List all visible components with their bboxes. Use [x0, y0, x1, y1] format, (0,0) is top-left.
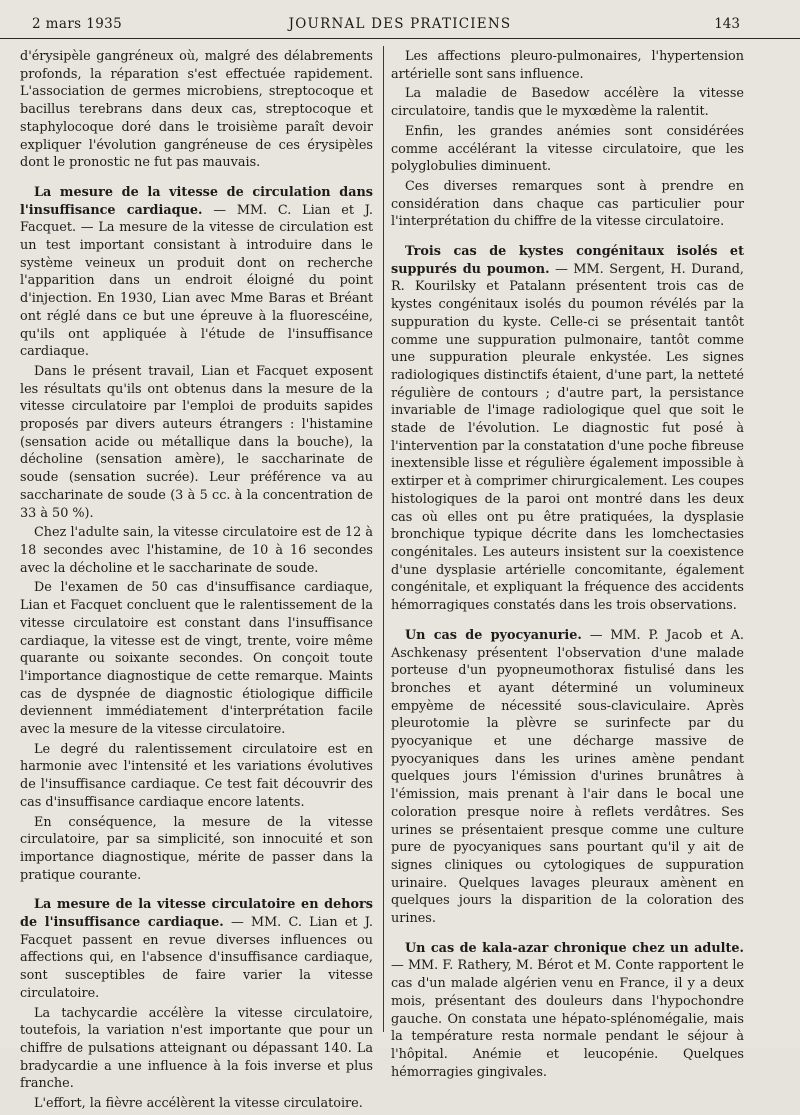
intro-paragraph: d'érysipèle gangréneux où, malgré des délabrements profonds, la réparation s'est effectuée rapidement. L'association de germes microbiens, streptocoque et bacillus terebrans dans deux cas, streptocoque et staphylocoque doré dans le troisième paraît devoir expliquer l'évolution gangréneuse de ces érysipèles dont le pronostic ne fut pas mauvais. [20, 49, 373, 171]
article-pyocyanurie [391, 627, 744, 928]
article-lead: rapportent le cas d'un malade algérien venu en France, il y a deux mois, présentant des douleurs dans l'hypochondre gauche. On constata une hépato-splénomégalie, mais la température resta normale pendant le séjour à l'hôpital. Anémie et leucopénie. Quelques hémorragies gingivales. [391, 958, 744, 1080]
paragraph: Ces diverses remarques sont à prendre en considération dans chaque cas particulier pour l'interprétation du chiffre de la vitesse circulatoire. [391, 178, 744, 230]
article-title: Un cas de pyocyanurie. [405, 627, 582, 643]
paragraph: La tachycardie accélère la vitesse circulatoire, toutefois, la variation n'est importante que pour un chiffre de pulsations atteignant ou dépassant 140. La bradycardie a une influence à la fois inverse et plus franche. [20, 1005, 373, 1092]
article-heading [391, 627, 744, 928]
article-heading [391, 243, 744, 615]
article-authors: — MM. C. Lian et J. Facquet [20, 915, 374, 948]
column-divider [383, 46, 384, 1032]
article-authors: — MM. C. Lian et J. Facquet. [20, 202, 373, 236]
left-column [20, 48, 373, 1115]
header-page-number: 143 [714, 16, 740, 32]
article-kystes-congenitaux [391, 243, 744, 615]
article-vitesse-hors-insuffisance [20, 896, 373, 1112]
article-title: Un cas de kala-azar chronique chez un adulte. [405, 940, 744, 956]
paragraph: Les affections pleuro-pulmonaires, l'hypertension artérielle sont sans influence. [391, 49, 744, 82]
article-lead: présentent l'observation d'une malade porteuse d'un pyopneumothorax fistulisé dans les bronches et ayant déterminé un volumineux empyème de nécessité sous-claviculaire. Après pleurotomie la plèvre se surinfecte par du pyocyanique et une décharge massive de pyocyaniques dans les urines amène pendant quelques jours l'émission d'urines brunâtres à l'émission, mais prenant à l'air dans le bocal une coloration presque noire à reflets verdâtres. Ses urines se présentaient presque comme une culture pure de pyocyaniques sans pourtant qu'il y ait de signes cliniques ou cytologiques de suppuration urinaire. Quelques lavages pleuraux amènent en quelques jours la disparition de la coloration des urines. [391, 645, 744, 927]
header-date: 2 mars 1935 [32, 16, 123, 32]
paragraph: En conséquence, la mesure de la vitesse circulatoire, par sa simplicité, son innocuité et son importance diagnostique, mérite de passer dans la pratique courante. [20, 814, 373, 883]
article-heading [20, 184, 373, 361]
paragraph: L'effort, la fièvre accélèrent la vitesse circulatoire. [34, 1096, 363, 1112]
article-title: La mesure de la vitesse circulatoire en dehors de l'insuffisance cardiaque. [20, 897, 373, 931]
paragraph: Enfin, les grandes anémies sont considérées comme accélérant la vitesse circulatoire, que les polyglobulies diminuent. [391, 123, 744, 175]
article-title: Trois cas de kystes congénitaux isolés et suppurés du poumon. [391, 244, 744, 277]
article-authors: — MM. Sergent, H. Durand, R. Kourilsky et Patalann [391, 261, 744, 295]
paragraph: La maladie de Basedow accélère la vitesse circulatoire, tandis que le myxœdème la ralentit. [391, 86, 744, 120]
paragraph: Le degré du ralentissement circulatoire est en harmonie avec l'intensité et les variations évolutives de l'insuffisance cardiaque. Ce test fait découvrir des cas d'insuffisance cardiaque encore latents. [20, 741, 373, 810]
right-column [391, 48, 744, 1083]
article-vitesse-insuffisance [20, 184, 373, 884]
article-authors: — MM. F. Rathery, M. Bérot et M. Conte [391, 958, 654, 974]
article-lead: — La mesure de la vitesse de circulation est un test important consistant à introduire dans le système veineux un produit dont on recherche l'apparition dans un endroit éloigné du point d'injection. En 1930, Lian avec Mme Baras et Bréant ont réglé dans ce but une épreuve à la fluorescéine, qu'ils ont appliquée à l'étude de l'insuffisance cardiaque. [20, 220, 373, 360]
running-head [0, 16, 800, 39]
article-authors: — MM. P. Jacob et A. Aschkenasy [391, 627, 744, 661]
article-lead: passent en revue diverses influences ou affections qui, en l'absence d'insuffisance cardiaque, sont susceptibles de faire varier la vitesse circulatoire. [20, 932, 373, 1001]
paragraph: Chez l'adulte sain, la vitesse circulatoire est de 12 à 18 secondes avec l'histamine, de 10 à 16 secondes avec la décholine et le saccharinate de soude. [20, 525, 373, 576]
article-lead: présentent trois cas de kystes congénitaux isolés du poumon révélés par la suppuration du kyste. Celle-ci se présentait tantôt comme une suppuration pulmonaire, tantôt comme une suppuration pleurale enkystée. Les signes radiologiques distinctifs étaient, d'une part, la netteté régulière de contours ; d'autre part, la persistance invariable de l'image radiologique quel que soit le stade de l'évolution. Le diagnostic fut posé à l'intervention par la constatation d'une poche fibreuse inextensible lisse et régulière également impossible à extirper et à comprimer chirurgicalement. Les coupes histologiques de la paroi ont montré dans les deux cas où elles ont pu être pratiquées, la dysplasie bronchique typique décrite dans les lomchectasies congénitales. Les auteurs insistent sur la coexistence d'une dysplasie artérielle concomitante, également congénitale, et expliquant la fréquence des accidents hémorragiques constatés dans les trois observations. [391, 279, 744, 614]
article-title: La mesure de la vitesse de circulation dans l'insuffisance cardiaque. [20, 184, 373, 218]
header-journal-title: JOURNAL DES PRATICIENS [288, 16, 512, 32]
article-kala-azar [391, 940, 744, 1082]
paragraph: De l'examen de 50 cas d'insuffisance cardiaque, Lian et Facquet concluent que le ralentissement de la vitesse circulatoire est constant dans l'insuffisance cardiaque, la vitesse est de vingt, trente, voire même quarante ou soixante secondes. On conçoit toute l'importance diagnostique de cette remarque. Maints cas de dyspnée de diagnostic étiologique difficile deviennent immédiatement d'interprétation facile avec la mesure de la vitesse circulatoire. [20, 580, 373, 738]
article-heading [20, 896, 373, 1002]
paragraph: Dans le présent travail, Lian et Facquet exposent les résultats qu'ils ont obtenus dans la mesure de la vitesse circulatoire par l'emploi de produits sapides proposés par divers auteurs étrangers : l'histamine (sensation acide ou métallique dans la bouche), la décholine (sensation amère), le saccharinate de soude (sensation sucrée). Leur préférence va au saccharinate de soude (3 à 5 cc. à la concentration de 33 à 50 %). [20, 363, 373, 521]
article-heading [391, 940, 744, 1082]
